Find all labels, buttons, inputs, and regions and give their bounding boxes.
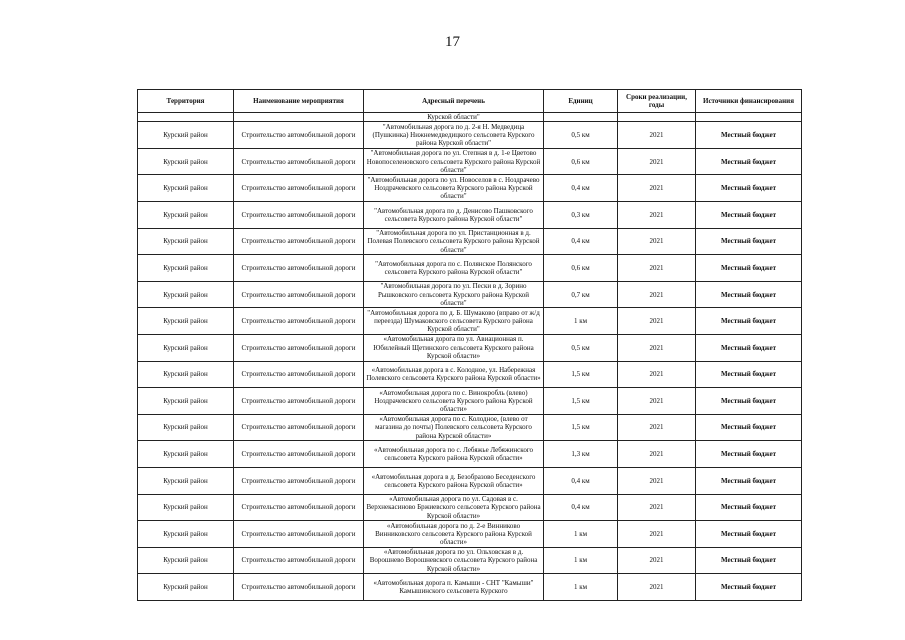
cell-activity: Строительство автомобильной дороги [234,122,364,149]
cell-year: 2021 [618,281,696,308]
cell-territory: Курский район [138,202,234,229]
header-funding: Источники финансирования [696,90,802,113]
header-units: Единиц [544,90,618,113]
table-row [138,122,802,149]
cell-territory: Курский район [138,175,234,202]
cell-funding: Местный бюджет [696,122,802,149]
cell-units: 1 км [544,521,618,548]
cell-year: 2021 [618,361,696,388]
cell-units: 1,5 км [544,414,618,441]
cell-year: 2021 [618,574,696,601]
cell-year: 2021 [618,122,696,149]
table-row [138,468,802,495]
cell-units: 0,4 км [544,175,618,202]
cell-territory: Курский район [138,148,234,175]
cell-territory: Курский район [138,441,234,468]
cell-year: 2021 [618,335,696,362]
table-row [138,388,802,415]
cell-year: 2021 [618,228,696,255]
cell-year: 2021 [618,308,696,335]
table-row [138,547,802,574]
cell-territory: Курский район [138,414,234,441]
cell-activity: Строительство автомобильной дороги [234,228,364,255]
table-row [138,521,802,548]
cell-units: 1 км [544,308,618,335]
cell-territory: Курский район [138,308,234,335]
cell-activity: Строительство автомобильной дороги [234,361,364,388]
header-row [138,90,802,113]
cell-address: «Автомобильная дорога по д. 2-е Винниково Винниковского сельсовета Курского района Курской области» [364,521,544,548]
cell-funding: Местный бюджет [696,202,802,229]
cell-activity: Строительство автомобильной дороги [234,202,364,229]
table-row [138,361,802,388]
cell-address: «Автомобильная дорога в д. Безобразово Беседенского сельсовета Курского района Курской области» [364,468,544,495]
cell-year: 2021 [618,414,696,441]
cell-territory: Курский район [138,228,234,255]
cell-year: 2021 [618,255,696,282]
cell-year: 2021 [618,175,696,202]
data-table [137,89,802,601]
table-row [138,148,802,175]
cell-address: "Автомобильная дорога по ул. Пески в д. Зорино Рышковского сельсовета Курского района Курской области" [364,281,544,308]
cell-activity: Строительство автомобильной дороги [234,281,364,308]
cell-units: 0,6 км [544,148,618,175]
cell-units: 1,5 км [544,388,618,415]
cell-year: 2021 [618,521,696,548]
cell-territory: Курский район [138,281,234,308]
cell-units: 0,4 км [544,228,618,255]
cell-units: 0,5 км [544,122,618,149]
cell-funding: Местный бюджет [696,388,802,415]
cell-activity: Строительство автомобильной дороги [234,521,364,548]
cell-address: "Автомобильная дорога по д. 2-я Н. Медведица (Пушкинка) Нижнемедведицкого сельсовета Курского района Курской области" [364,122,544,149]
table-row [138,494,802,521]
cell-year: 2021 [618,468,696,495]
cell-address: «Автомобильная дорога по ул. Ольховская в д. Ворошнево Ворошневского сельсовета Курского района Курской области» [364,547,544,574]
cell-units: 0,5 км [544,335,618,362]
cell-funding: Местный бюджет [696,414,802,441]
cell-year: 2021 [618,494,696,521]
cell-funding: Местный бюджет [696,335,802,362]
table-row [138,202,802,229]
table-row [138,574,802,601]
cell-year: 2021 [618,547,696,574]
cell-funding: Местный бюджет [696,494,802,521]
cell-territory: Курский район [138,468,234,495]
cell-activity: Строительство автомобильной дороги [234,388,364,415]
continuation-row [138,113,802,122]
cell-address: "Автомобильная дорога по ул. Степная в д. 1-е Цветово Новопоселеновского сельсовета Курского района Курской области" [364,148,544,175]
cell-territory: Курский район [138,547,234,574]
cell-address: "Автомобильная дорога по ул. Новоселов в с. Ноздрачево Ноздрачевского сельсовета Курского района Курской области" [364,175,544,202]
cell-territory: Курский район [138,574,234,601]
cell-year: 2021 [618,148,696,175]
table-row [138,335,802,362]
cell-address: "Автомобильная дорога по д. Денисово Пашковского сельсовета Курского района Курской области" [364,202,544,229]
cell-activity: Строительство автомобильной дороги [234,335,364,362]
cell-territory: Курский район [138,361,234,388]
cell-territory: Курский район [138,521,234,548]
cell-territory: Курский район [138,122,234,149]
cell-activity: Строительство автомобильной дороги [234,148,364,175]
cell-address: «Автомобильная дорога п. Камыши - СНТ "Камыши" Камышинского сельсовета Курского [364,574,544,601]
cell-activity: Строительство автомобильной дороги [234,494,364,521]
cell-units: 0,4 км [544,494,618,521]
table-row [138,308,802,335]
cell-territory: Курский район [138,388,234,415]
cell-address: «Автомобильная дорога по ул. Садовая в с. Верхнекасиново Бржиевского сельсовета Курского района Курской области» [364,494,544,521]
table-row [138,414,802,441]
cell-funding: Местный бюджет [696,228,802,255]
cell-address: "Автомобильная дорога по с. Полянское Полянского сельсовета Курского района Курской области" [364,255,544,282]
table-row [138,255,802,282]
cell-units: 1 км [544,547,618,574]
cell-units: 0,7 км [544,281,618,308]
cell-funding: Местный бюджет [696,281,802,308]
cell-funding: Местный бюджет [696,255,802,282]
cell-address: «Автомобильная дорога в с. Колодное, ул. Набережная Полевского сельсовета Курского района Курской области» [364,361,544,388]
cell-funding: Местный бюджет [696,308,802,335]
cell-address: "Автомобильная дорога по ул. Пристанционная в д. Полевая Полевского сельсовета Курского района Курской области" [364,228,544,255]
cell-activity: Строительство автомобильной дороги [234,414,364,441]
table-row [138,175,802,202]
header-years: Сроки реализации, годы [618,90,696,113]
cell-funding: Местный бюджет [696,574,802,601]
table-row [138,281,802,308]
cell-year: 2021 [618,441,696,468]
cell-year: 2021 [618,202,696,229]
table-row [138,228,802,255]
cell-territory: Курский район [138,335,234,362]
cell-address: «Автомобильная дорога по ул. Авиационная п. Юбилейный Щетинского сельсовета Курского района Курской области» [364,335,544,362]
cell-units: 1,3 км [544,441,618,468]
cell-activity: Строительство автомобильной дороги [234,547,364,574]
cell-address: «Автомобильная дорога по с. Колодное, (влево от магазина до почты) Полевского сельсовета Курского района Курской области» [364,414,544,441]
cell-units: 0,6 км [544,255,618,282]
header-address: Адресный перечень [364,90,544,113]
cell-activity: Строительство автомобильной дороги [234,441,364,468]
cell-activity: Строительство автомобильной дороги [234,308,364,335]
header-activity: Наименование мероприятия [234,90,364,113]
cell-activity: Строительство автомобильной дороги [234,175,364,202]
cell-funding: Местный бюджет [696,547,802,574]
cell-funding: Местный бюджет [696,175,802,202]
cell-units: 0,3 км [544,202,618,229]
cell-address: «Автомобильная дорога по с. Лебяжье Лебяжинского сельсовета Курского района Курской области» [364,441,544,468]
cell-activity: Строительство автомобильной дороги [234,574,364,601]
header-territory: Территория [138,90,234,113]
table-row [138,441,802,468]
continuation-text: Курской области" [364,113,544,122]
cell-address: "Автомобильная дорога по д. Б. Шумаково (вправо от ж/д переезда) Шумаковского сельсовета Курского района Курской области" [364,308,544,335]
cell-funding: Местный бюджет [696,361,802,388]
cell-territory: Курский район [138,494,234,521]
page-number: 17 [445,34,460,50]
cell-activity: Строительство автомобильной дороги [234,255,364,282]
cell-territory: Курский район [138,255,234,282]
cell-year: 2021 [618,388,696,415]
cell-address: «Автомобильная дорога по с. Винокробль (влево) Ноздрачевского сельсовета Курского района Курской области» [364,388,544,415]
cell-funding: Местный бюджет [696,468,802,495]
cell-units: 1,5 км [544,361,618,388]
cell-units: 1 км [544,574,618,601]
cell-units: 0,4 км [544,468,618,495]
cell-funding: Местный бюджет [696,521,802,548]
cell-funding: Местный бюджет [696,148,802,175]
cell-activity: Строительство автомобильной дороги [234,468,364,495]
cell-funding: Местный бюджет [696,441,802,468]
